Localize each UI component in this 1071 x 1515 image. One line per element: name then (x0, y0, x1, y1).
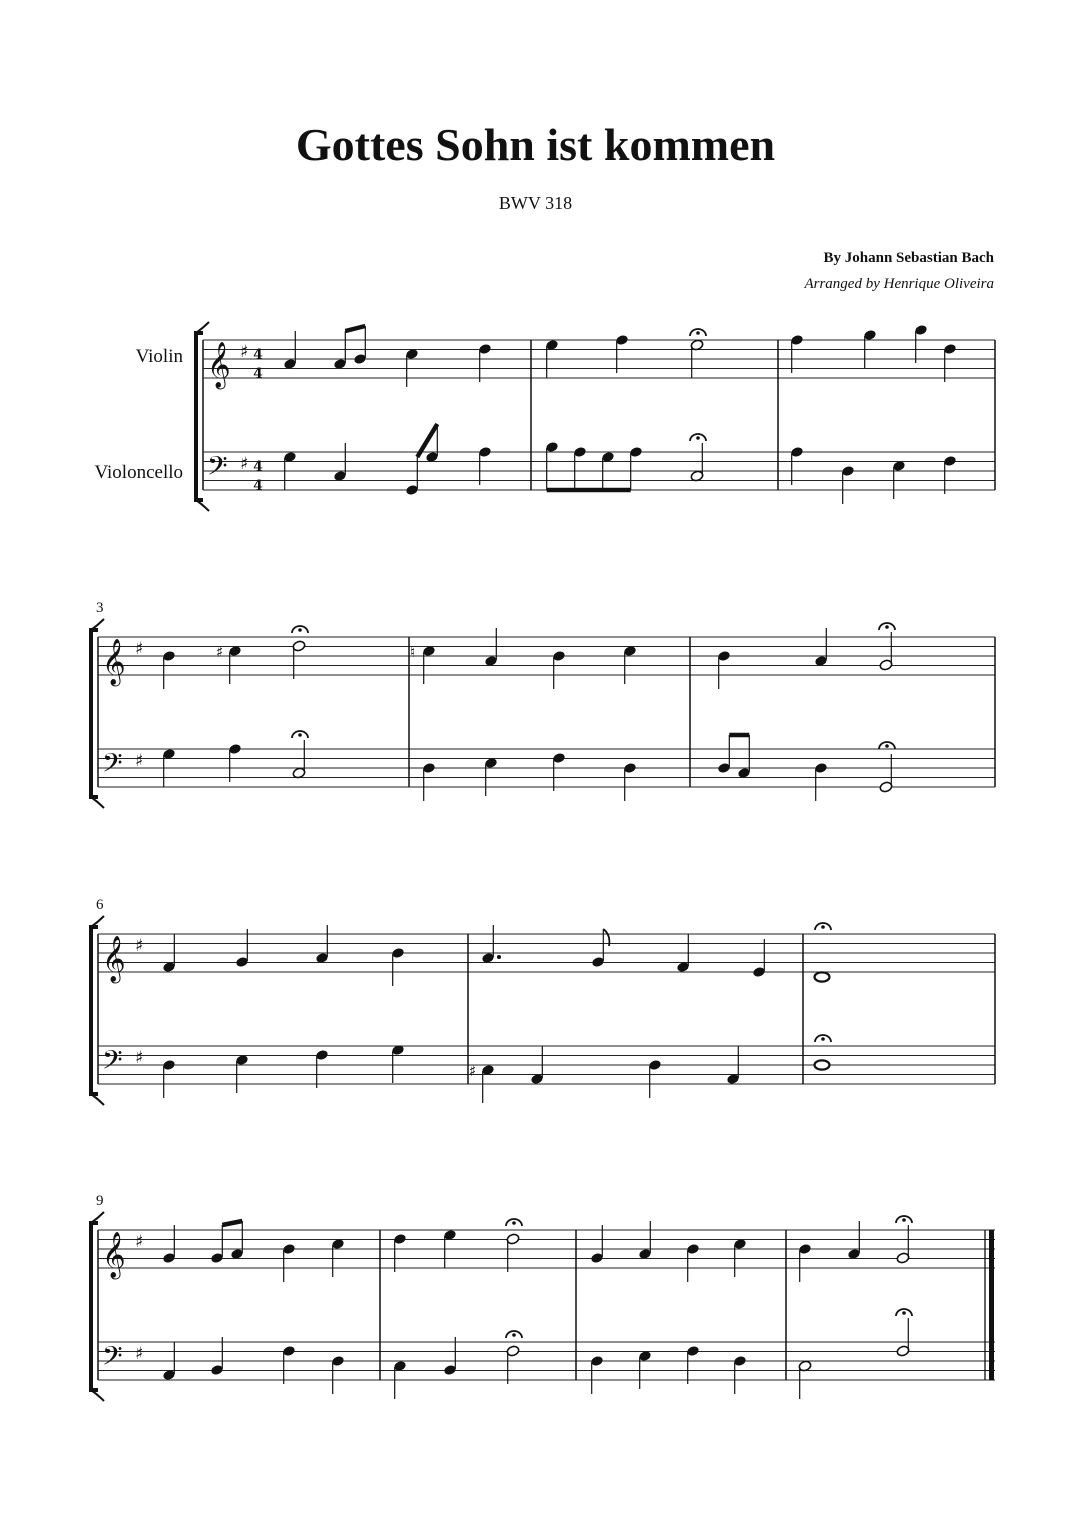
system-bracket (91, 927, 98, 1094)
fermata (506, 1219, 522, 1226)
staff-lines (98, 934, 995, 972)
note (615, 334, 629, 373)
note (733, 1238, 747, 1277)
fermata (815, 923, 831, 930)
note (391, 1044, 405, 1083)
measure-number: 6 (96, 897, 104, 913)
note (315, 925, 329, 964)
note (552, 650, 566, 689)
note (315, 1049, 329, 1088)
time-signature-bottom: 4 (253, 478, 263, 494)
fermata (292, 731, 308, 738)
note (391, 947, 405, 986)
note (676, 934, 690, 973)
note (815, 1060, 830, 1069)
note (545, 339, 559, 378)
fermata (896, 1309, 912, 1316)
note (690, 339, 704, 378)
system-bracket (91, 630, 98, 797)
instrument-label-violin: Violin (135, 346, 183, 367)
note (443, 1229, 457, 1268)
note (879, 754, 893, 793)
note (210, 1337, 224, 1376)
note (601, 451, 615, 490)
bass-clef: 𝄢 (102, 1044, 123, 1082)
key-signature: ♯ (135, 1344, 144, 1364)
measure-number: 9 (96, 1193, 104, 1209)
bass-clef: 𝄢 (102, 1340, 123, 1378)
note (235, 929, 249, 968)
note (815, 972, 830, 981)
note (814, 762, 828, 801)
augmentation-dot (497, 955, 501, 959)
final-barline-thick (989, 1230, 994, 1380)
note (717, 735, 731, 774)
note (737, 735, 751, 779)
note (292, 640, 306, 679)
time-signature-top: 4 (253, 459, 263, 475)
note (733, 1355, 747, 1394)
staff-lines (203, 340, 995, 378)
note (943, 343, 957, 382)
treble-clef: 𝄞 (102, 936, 126, 982)
note (590, 1225, 604, 1264)
note (283, 331, 297, 370)
key-signature: ♯ (240, 454, 249, 474)
note (623, 645, 637, 684)
key-signature: ♯ (135, 751, 144, 771)
beam (222, 1221, 242, 1225)
system-3 (91, 916, 995, 1105)
note (847, 1221, 861, 1260)
arranger: Arranged by Henrique Oliveira (804, 276, 994, 292)
note (405, 348, 419, 387)
note (235, 1054, 249, 1093)
note (478, 446, 492, 485)
note (943, 455, 957, 494)
note (686, 1345, 700, 1384)
time-signature-top: 4 (253, 347, 263, 363)
staff-lines (98, 749, 995, 787)
note (210, 1225, 224, 1264)
note (481, 1064, 495, 1103)
key-signature: ♯ (135, 1048, 144, 1068)
score-title: Gottes Sohn ist kommen (295, 119, 776, 170)
note (879, 632, 893, 671)
note (841, 465, 855, 504)
staff-lines (98, 1342, 995, 1380)
accidental: ♯ (216, 643, 224, 661)
key-signature: ♯ (135, 936, 144, 956)
note (545, 441, 559, 490)
system-bracket (91, 1223, 98, 1390)
note (686, 1243, 700, 1282)
note (443, 1337, 457, 1376)
instrument-label-violoncello: Violoncello (94, 462, 183, 483)
note (422, 645, 436, 684)
note (282, 1243, 296, 1282)
note (552, 752, 566, 791)
note (162, 1225, 176, 1264)
key-signature: ♯ (240, 342, 249, 362)
note (162, 1059, 176, 1098)
note (331, 1355, 345, 1394)
system-4 (91, 1212, 995, 1401)
note (896, 1318, 910, 1357)
note (333, 443, 347, 482)
time-signature-bottom: 4 (253, 366, 263, 382)
staff-lines (98, 1046, 995, 1084)
bass-clef: 𝄢 (207, 450, 228, 488)
note (405, 457, 419, 496)
note (690, 443, 704, 482)
note (478, 343, 492, 382)
note (914, 324, 928, 363)
note (863, 329, 877, 368)
fermata (896, 1216, 912, 1223)
note (393, 1360, 407, 1399)
note (162, 1342, 176, 1381)
note (623, 762, 637, 801)
note (726, 1046, 740, 1085)
fermata (690, 329, 706, 336)
key-signature: ♯ (135, 639, 144, 659)
system-2 (91, 619, 995, 808)
note (162, 650, 176, 689)
fermata (879, 742, 895, 749)
note (591, 929, 605, 968)
fermata (690, 434, 706, 441)
note (481, 925, 495, 964)
note (648, 1059, 662, 1098)
note (798, 1360, 812, 1399)
note (790, 334, 804, 373)
note (331, 1238, 345, 1277)
system-bracket (196, 333, 203, 500)
accidental: ♯ (469, 1062, 477, 1080)
note (484, 757, 498, 796)
note (292, 740, 306, 779)
key-signature: ♯ (135, 1232, 144, 1252)
note (393, 1233, 407, 1272)
note (282, 1345, 296, 1384)
note (752, 939, 766, 978)
note (333, 331, 347, 370)
note (590, 1355, 604, 1394)
note (228, 645, 242, 684)
note (530, 1046, 544, 1085)
bass-clef: 𝄢 (102, 747, 123, 785)
staff-lines (203, 452, 995, 490)
accidental: ♮ (410, 643, 416, 661)
note (814, 628, 828, 667)
note (892, 460, 906, 499)
note (162, 748, 176, 787)
beam (345, 326, 365, 331)
note (629, 446, 643, 490)
treble-clef: 𝄞 (207, 342, 231, 388)
treble-clef: 𝄞 (102, 639, 126, 685)
note (484, 628, 498, 667)
note (162, 934, 176, 973)
note (506, 1345, 520, 1384)
note (230, 1221, 244, 1260)
note (790, 446, 804, 485)
note (283, 451, 297, 490)
note (422, 762, 436, 801)
composer: By Johann Sebastian Bach (823, 250, 994, 266)
note (573, 446, 587, 490)
fermata (506, 1331, 522, 1338)
note (638, 1350, 652, 1389)
note (506, 1233, 520, 1272)
note (717, 650, 731, 689)
treble-clef: 𝄞 (102, 1232, 126, 1278)
catalog-number: BWV 318 (498, 193, 573, 213)
note (896, 1225, 910, 1264)
fermata (292, 626, 308, 633)
note (798, 1243, 812, 1282)
note (353, 326, 367, 365)
note (638, 1221, 652, 1260)
note (228, 743, 242, 782)
staff-lines (98, 1230, 995, 1268)
system-1 (196, 322, 995, 511)
measure-number: 3 (96, 600, 104, 616)
fermata (879, 623, 895, 630)
staff-lines (98, 637, 995, 675)
fermata (815, 1035, 831, 1042)
